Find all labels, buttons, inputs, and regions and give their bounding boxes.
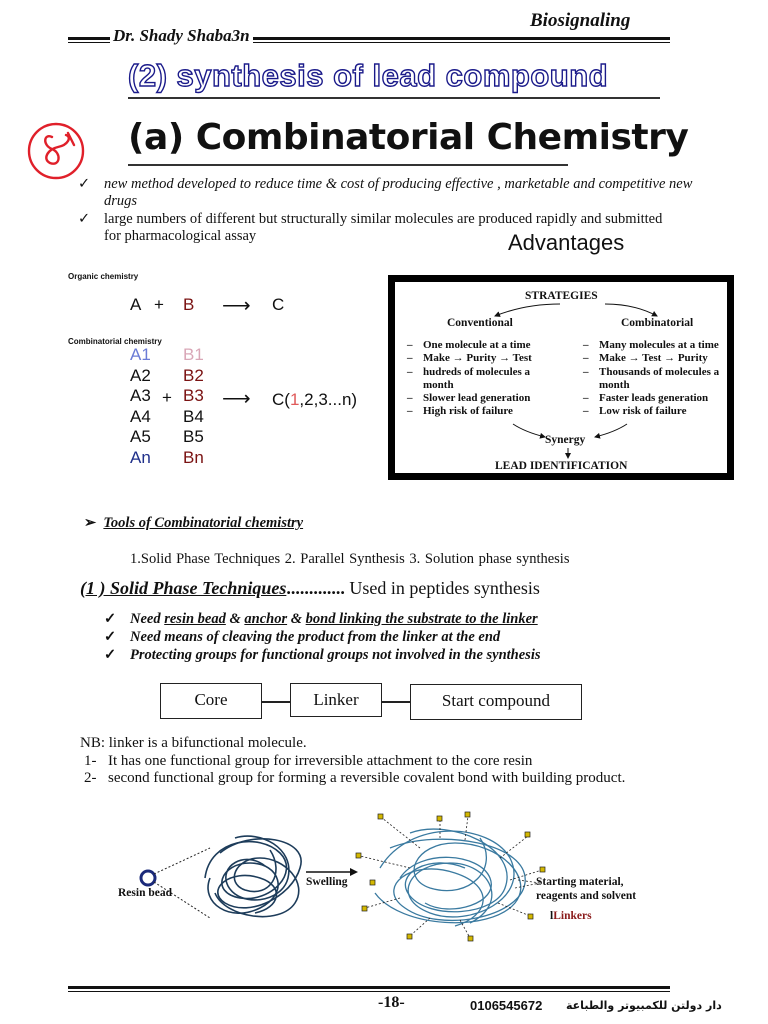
list-item: – Faster leads generation <box>583 392 733 405</box>
combinatorial-chemistry-label: Combinatorial chemistry <box>68 337 162 346</box>
footer-rule-thin <box>68 991 670 992</box>
linker-box: Linker <box>290 683 382 717</box>
resin-bead-label: Resin bead <box>118 887 172 899</box>
b-item: Bn <box>183 447 204 467</box>
check-icon: ✓ <box>78 176 91 192</box>
list-item: – hudreds of molecules a month <box>407 366 541 393</box>
section-title: (2) synthesis of lead compound <box>128 58 609 93</box>
swollen-polymer-tangle <box>375 829 525 926</box>
list-item: – One molecule at a time <box>407 339 557 352</box>
strategies-title: STRATEGIES <box>525 290 598 302</box>
a-item: A2 <box>130 365 151 385</box>
page-number: -18- <box>378 994 405 1011</box>
resin-bead-icon <box>141 871 155 885</box>
organic-c: C <box>272 295 285 314</box>
list-item: – Make → Purity → Test <box>407 352 557 365</box>
a-item: A1 <box>130 345 151 364</box>
intro-bullet: ✓ new method developed to reduce time & cost of producing effective , marketable and competitive new drugs <box>78 176 693 209</box>
check-icon: ✓ <box>104 647 117 663</box>
conventional-heading: Conventional <box>447 317 513 329</box>
tools-list: 1.Solid Phase Techniques 2. Parallel Synthesis 3. Solution phase synthesis <box>130 551 570 567</box>
check-icon: ✓ <box>78 211 91 227</box>
b-item: B1 <box>183 345 204 364</box>
b-item: B3 <box>183 386 204 405</box>
subsection-title-rule <box>128 164 568 166</box>
flow-connector <box>382 701 410 703</box>
organic-a: A <box>130 295 142 314</box>
synergy-label: Synergy <box>545 434 586 446</box>
list-item: – Slower lead generation <box>407 392 557 405</box>
footer-rule <box>68 986 670 989</box>
advantages-label: Advantages <box>508 230 625 255</box>
subsection-title: (a) Combinatorial Chemistry <box>128 117 689 158</box>
check-icon: ✓ <box>104 629 117 645</box>
nb-point: 2- second functional group for forming a reversible covalent bond with building product. <box>84 770 626 786</box>
nb-block <box>80 735 625 788</box>
starting-material-label: Starting material, <box>536 876 624 888</box>
compact-polymer-tangle <box>205 836 301 917</box>
sp-bullet: ✓ Need means of cleaving the product from the linker at the end <box>104 629 501 645</box>
reagents-label: reagents and solvent <box>536 890 637 902</box>
organic-arrow-icon: ⟶ <box>222 295 251 317</box>
b-item: B5 <box>183 427 204 446</box>
sp-bullet: ✓ Protecting groups for functional groups not involved in the synthesis <box>104 647 541 663</box>
list-item: – Many molecules at a time <box>583 339 733 352</box>
linkers-label: lLinkers <box>550 910 592 922</box>
organic-plus: + <box>154 295 164 314</box>
solid-phase-bullets <box>104 610 541 664</box>
start-compound-box: Start compound <box>410 684 582 720</box>
strategies-diagram <box>388 275 734 480</box>
list-item: – High risk of failure <box>407 405 557 418</box>
b-item: B2 <box>183 365 204 385</box>
nb-lead: NB: linker is a bifunctional molecule. <box>80 735 307 751</box>
lead-identification-label: LEAD IDENTIFICATION <box>495 460 628 472</box>
list-item: – Make → Test → Purity <box>583 352 733 365</box>
b-series <box>183 345 204 468</box>
list-item: – Low risk of failure <box>583 405 733 418</box>
combinatorial-product: C(1,2,3...n) <box>272 390 358 409</box>
combinatorial-heading: Combinatorial <box>621 317 694 329</box>
check-icon: ✓ <box>104 611 117 627</box>
arrow-bullet-icon: ➢ <box>84 515 97 531</box>
conventional-list <box>407 339 557 419</box>
combinatorial-arrow-icon: ⟶ <box>222 388 251 410</box>
nb-point: 1- It has one functional group for irreversible attachment to the core resin <box>84 752 533 769</box>
course-name: Biosignaling <box>530 10 631 31</box>
tools-heading: ➢ Tools of Combinatorial chemistry <box>84 515 304 531</box>
section-title-rule <box>128 97 660 99</box>
flow-connector <box>262 701 290 703</box>
footer-phone: 0106545672 <box>470 998 543 1013</box>
a-item: A3 <box>130 386 151 405</box>
combinatorial-plus: + <box>162 388 172 407</box>
list-item: – Thousands of molecules a month <box>583 366 729 393</box>
a-item: A5 <box>130 427 151 446</box>
a-item: An <box>130 447 151 467</box>
handwritten-mark-icon <box>22 115 94 185</box>
solid-phase-heading: (1 ) Solid Phase Techniques............. Used in peptides synthesis <box>80 578 540 598</box>
footer-press-name: دار دولتن للكمبيوتر والطباعة <box>566 999 722 1012</box>
intro-bullet: ✓ large numbers of different but structurally similar molecules are produced rapidly and submitted for pharmacological assay <box>78 211 663 244</box>
organic-chemistry-label: Organic chemistry <box>68 272 139 281</box>
a-item: A4 <box>130 406 151 426</box>
organic-b: B <box>183 295 195 314</box>
combinatorial-list <box>583 339 733 419</box>
core-box: Core <box>160 683 262 719</box>
sp-bullet: ✓ Need resin bead & anchor & bond linking the substrate to the linker <box>104 611 538 627</box>
b-item: B4 <box>183 406 204 426</box>
swelling-label: Swelling <box>306 876 348 888</box>
a-series <box>130 345 151 468</box>
author-name: Dr. Shady Shaba3n <box>110 26 253 46</box>
